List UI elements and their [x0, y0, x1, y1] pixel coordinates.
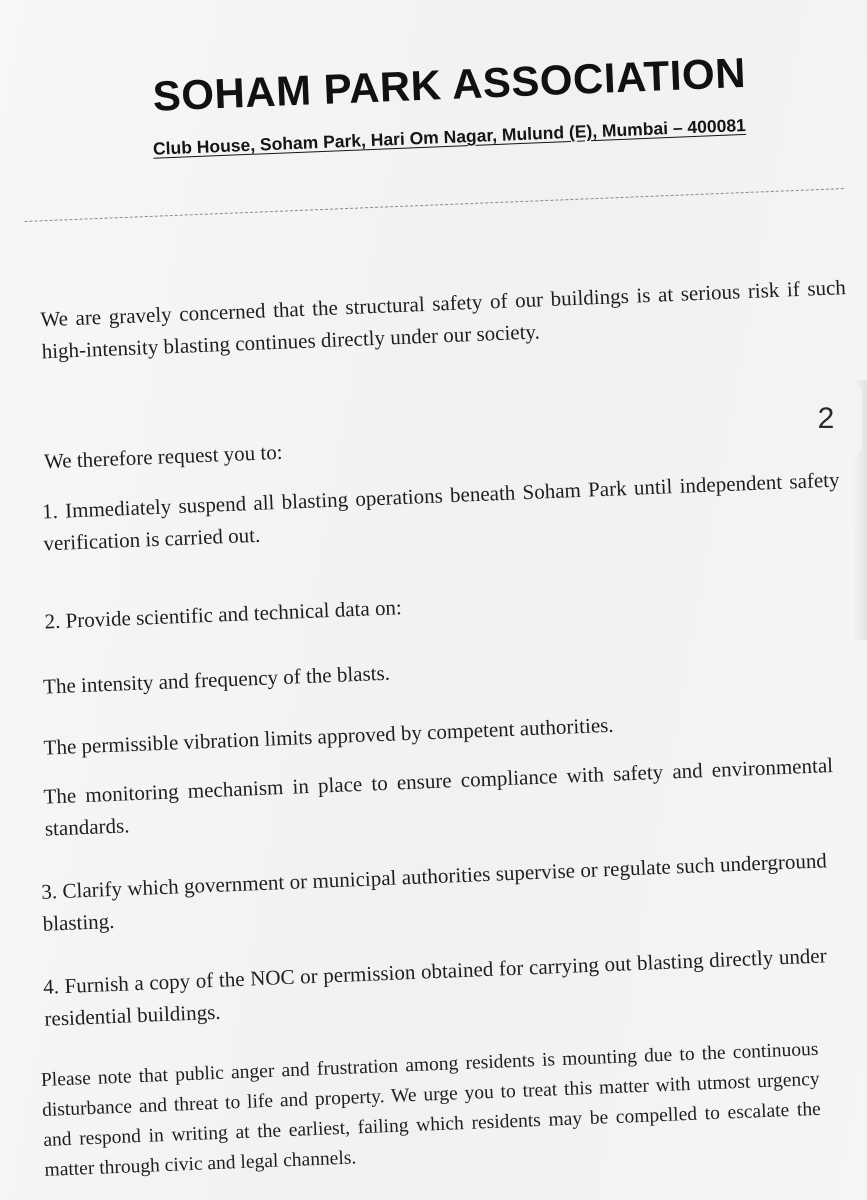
sub-item-vibration-limits: The permissible vibration limits approved by competent authorities.	[43, 712, 615, 760]
request-item-3: 3. Clarify which government or municipal authorities supervise or regulate such underground blasting.	[40, 848, 828, 936]
request-item-1: 1. Immediately suspend all blasting operations beneath Soham Park until independent safety verification is carried out.	[41, 467, 840, 556]
request-item-2: 2. Provide scientific and technical data on:	[44, 595, 403, 634]
header-divider	[24, 188, 843, 222]
request-intro: We therefore request you to:	[43, 439, 283, 474]
concern-paragraph: We are gravely concerned that the structural safety of our buildings is at serious risk if such high-intensity blasting continues directly under our society.	[39, 275, 847, 364]
closing-paragraph: Please note that public anger and frustration among residents is mounting due to the continuous disturbance and threat to life and property. We urge you to treat this matter with utmost urgency and respond in writing at the earliest, failing which residents may be compelled to escalate the matter through civic and legal channels.	[40, 1038, 822, 1181]
association-address: Club House, Soham Park, Hari Om Nagar, Mulund (E), Mumbai – 400081	[152, 114, 747, 159]
page-number-badge: 2	[790, 383, 862, 455]
request-item-4: 4. Furnish a copy of the NOC or permission obtained for carrying out blasting directly under residential buildings.	[42, 943, 828, 1031]
sub-item-monitoring: The monitoring mechanism in place to ensure compliance with safety and environmental standards.	[43, 752, 834, 841]
sub-item-intensity: The intensity and frequency of the blasts.	[42, 660, 391, 699]
association-title: SOHAM PARK ASSOCIATION	[151, 48, 747, 120]
